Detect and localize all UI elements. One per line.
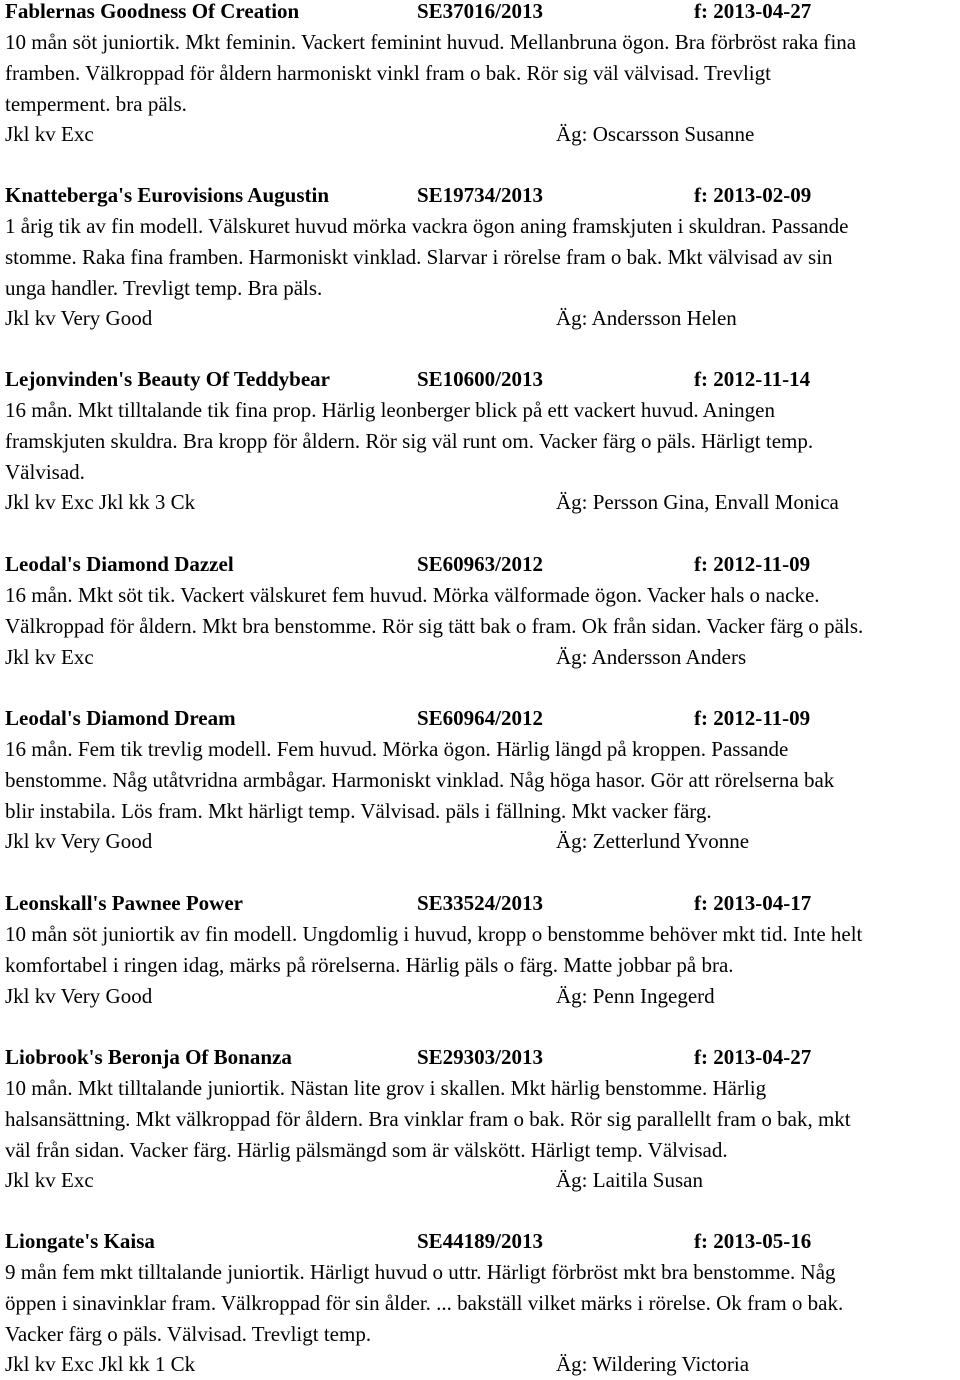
owner: Äg: Laitila Susan	[556, 1168, 703, 1193]
registration-number: SE33524/2013	[417, 891, 544, 915]
critique-text	[5, 919, 958, 981]
critique-line: stomme. Raka fina framben. Harmoniskt vinklad. Slarvar i rörelse fram o bak. Mkt välvisad av sin	[5, 244, 833, 269]
birth-date: f: 2013-04-27	[694, 0, 812, 23]
entry-footer	[5, 981, 958, 1012]
entry-header	[5, 703, 958, 734]
entry-header	[5, 888, 958, 919]
grade-result: Jkl kv Exc Jkl kk 3 Ck	[5, 490, 196, 515]
critique-text	[5, 211, 958, 303]
dog-name: Leonskall's Pawnee Power	[5, 891, 243, 915]
dog-name: Liongate's Kaisa	[5, 1229, 155, 1253]
grade-result: Jkl kv Exc	[5, 122, 94, 147]
dog-entry	[5, 180, 958, 334]
registration-number: SE37016/2013	[417, 0, 544, 23]
dog-entry	[5, 888, 958, 1012]
dog-name: Liobrook's Beronja Of Bonanza	[5, 1045, 292, 1069]
registration-number: SE60963/2012	[417, 552, 544, 576]
registration-number: SE10600/2013	[417, 367, 544, 391]
dog-entry	[5, 549, 958, 673]
critique-line: 10 mån söt juniortik. Mkt feminin. Vackert feminint huvud. Mellanbruna ögon. Bra förbröst raka fina	[5, 30, 857, 54]
owner: Äg: Oscarsson Susanne	[556, 122, 755, 147]
birth-date: f: 2013-04-17	[694, 891, 812, 915]
dog-entry	[5, 1042, 958, 1196]
critique-text	[5, 1073, 958, 1165]
critique-line: 16 mån. Mkt söt tik. Vackert välskuret fem huvud. Mörka välformade ögon. Vacker hals o nacke.	[5, 583, 820, 607]
critique-line: framskjuten skuldra. Bra kropp för åldern. Rör sig väl runt om. Vacker färg o päls. Härligt temp.	[5, 428, 814, 453]
critique-text	[5, 1257, 958, 1349]
registration-number: SE29303/2013	[417, 1045, 544, 1069]
owner: Äg: Andersson Helen	[556, 306, 737, 331]
entry-header	[5, 1042, 958, 1073]
entry-footer	[5, 642, 958, 673]
critique-text	[5, 580, 958, 642]
critique-text	[5, 27, 958, 119]
critique-line: 16 mån. Mkt tilltalande tik fina prop. Härlig leonberger blick på ett vackert huvud. Aningen	[5, 398, 775, 422]
entry-footer	[5, 1165, 958, 1196]
entry-footer	[5, 487, 958, 518]
critique-line: 10 mån söt juniortik av fin modell. Ungdomlig i huvud, kropp o benstomme behöver mkt tid. Inte helt	[5, 922, 863, 946]
entry-header	[5, 549, 958, 580]
registration-number: SE19734/2013	[417, 183, 544, 207]
dog-entry	[5, 364, 958, 518]
critique-line: 16 mån. Fem tik trevlig modell. Fem huvud. Mörka ögon. Härlig längd på kroppen. Passande	[5, 737, 789, 761]
owner: Äg: Andersson Anders	[556, 644, 747, 669]
critique-line: benstomme. Någ utåtvridna armbågar. Harmoniskt vinklad. Någ höga hasor. Gör att rörelserna bak	[5, 767, 835, 792]
dog-name: Leodal's Diamond Dream	[5, 706, 236, 730]
grade-result: Jkl kv Very Good	[5, 829, 153, 854]
critique-line: framben. Välkroppad för åldern harmoniskt vinkl fram o bak. Rör sig väl välvisad. Trevligt	[5, 60, 771, 85]
dog-name: Leodal's Diamond Dazzel	[5, 552, 234, 576]
birth-date: f: 2012-11-14	[694, 367, 811, 391]
critique-line: komfortabel i ringen idag, märks på rörelserna. Härlig päls o färg. Matte jobbar på bra.	[5, 952, 734, 977]
entry-footer	[5, 303, 958, 334]
entry-footer	[5, 1349, 958, 1380]
dog-name: Lejonvinden's Beauty Of Teddybear	[5, 367, 330, 391]
critique-text	[5, 395, 958, 487]
owner: Äg: Penn Ingegerd	[556, 983, 715, 1008]
critique-line: väl från sidan. Vacker färg. Härlig pälsmängd som är välskött. Härligt temp. Välvisad.	[5, 1137, 728, 1162]
grade-result: Jkl kv Exc	[5, 644, 94, 669]
dog-entry	[5, 1226, 958, 1380]
critique-line: öppen i sinavinklar fram. Välkroppad för sin ålder. ... bakställ vilket märks i rörelse. Ok fram o bak.	[5, 1290, 844, 1315]
birth-date: f: 2013-04-27	[694, 1045, 812, 1069]
critique-line: halsansättning. Mkt välkroppad för åldern. Bra vinklar fram o bak. Rör sig parallellt fram o bak, mkt	[5, 1106, 851, 1131]
entry-footer	[5, 119, 958, 150]
entry-header	[5, 364, 958, 395]
dog-entry	[5, 703, 958, 857]
birth-date: f: 2013-05-16	[694, 1229, 812, 1253]
entry-header	[5, 180, 958, 211]
dog-name: Fablernas Goodness Of Creation	[5, 0, 300, 23]
dog-entry	[5, 0, 958, 150]
dog-name: Knatteberga's Eurovisions Augustin	[5, 183, 330, 207]
grade-result: Jkl kv Exc	[5, 1168, 94, 1193]
birth-date: f: 2012-11-09	[694, 706, 811, 730]
registration-number: SE60964/2012	[417, 706, 544, 730]
critique-line: Vacker färg o päls. Välvisad. Trevligt temp.	[5, 1321, 372, 1346]
critique-line: Välvisad.	[5, 459, 85, 484]
critique-line: 10 mån. Mkt tilltalande juniortik. Nästan lite grov i skallen. Mkt härlig benstomme. Härlig	[5, 1076, 767, 1100]
birth-date: f: 2012-11-09	[694, 552, 811, 576]
owner: Äg: Zetterlund Yvonne	[556, 829, 750, 854]
grade-result: Jkl kv Very Good	[5, 306, 153, 331]
critique-line: Välkroppad för åldern. Mkt bra benstomme. Rör sig tätt bak o fram. Ok från sidan. Vacker färg o päls.	[5, 613, 864, 638]
owner: Äg: Persson Gina, Envall Monica	[556, 490, 839, 515]
entry-header	[5, 1226, 958, 1257]
critique-line: temperment. bra päls.	[5, 91, 187, 116]
grade-result: Jkl kv Very Good	[5, 983, 153, 1008]
entry-footer	[5, 826, 958, 857]
owner: Äg: Wildering Victoria	[556, 1352, 750, 1377]
critique-line: unga handler. Trevligt temp. Bra päls.	[5, 275, 323, 300]
critique-text	[5, 734, 958, 826]
critique-line: blir instabila. Lös fram. Mkt härligt temp. Välvisad. päls i fällning. Mkt vacker färg.	[5, 798, 712, 823]
registration-number: SE44189/2013	[417, 1229, 544, 1253]
critique-line: 9 mån fem mkt tilltalande juniortik. Härligt huvud o uttr. Härligt förbröst mkt bra benstomme. Någ	[5, 1260, 836, 1284]
grade-result: Jkl kv Exc Jkl kk 1 Ck	[5, 1352, 196, 1377]
critique-line: 1 årig tik av fin modell. Välskuret huvud mörka vackra ögon aning framskjuten i skuldran. Passande	[5, 214, 849, 238]
birth-date: f: 2013-02-09	[694, 183, 812, 207]
entry-header	[5, 0, 958, 27]
